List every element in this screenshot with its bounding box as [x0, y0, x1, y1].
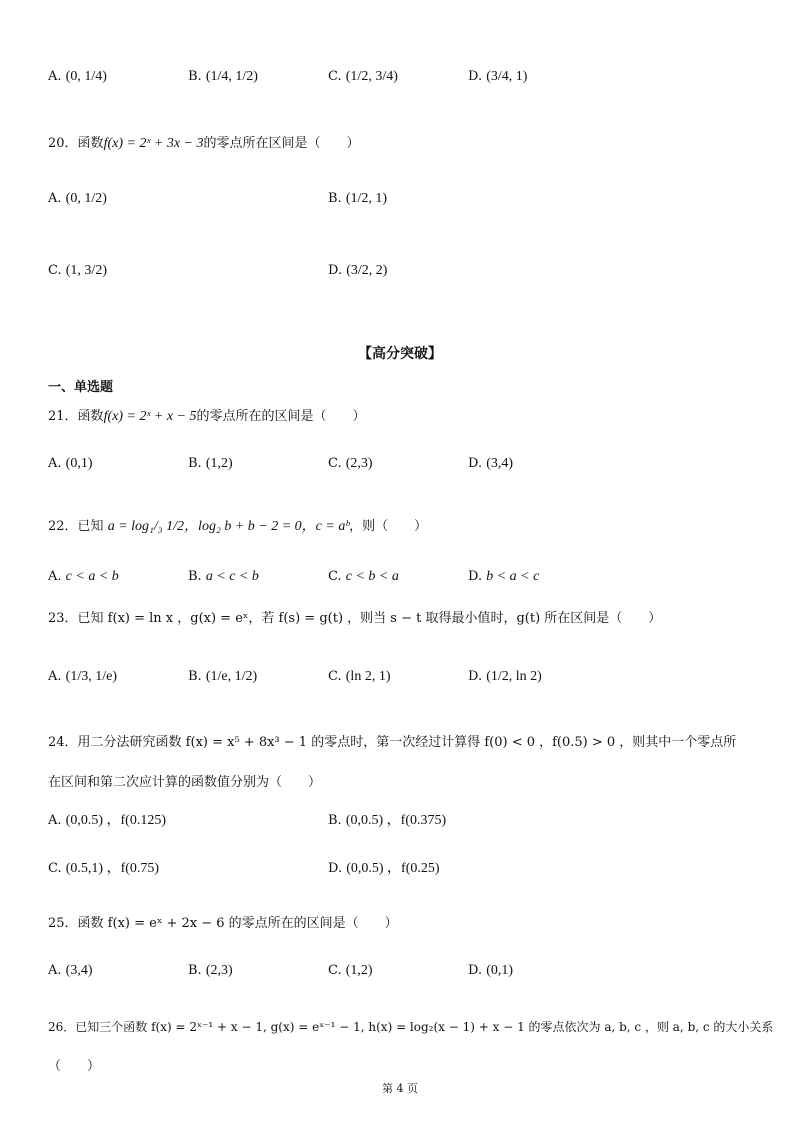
q25-option-a: A. (3,4) — [48, 963, 93, 978]
q24-option-b: B. (0,0.5) ，f(0.375) — [328, 813, 447, 828]
q19-option-a: A. (0, 1/4) — [48, 69, 107, 84]
q21-option-b: B. (1,2) — [188, 456, 233, 471]
q26-stem-line2: （ ） — [48, 1059, 101, 1074]
q23-stem: 23．已知 f(x) = ln x ，g(x) = eˣ，若 f(s) = g(t) ，则当 s − t 取得最小值时，g(t) 所在区间是（ ） — [48, 611, 662, 626]
subsection-title: 一、单选题 — [48, 380, 114, 395]
q22-stem: 22．已知 a = log₁/₃ 1/2，log₂ b + b − 2 = 0，c = aᵇ，则（ ） — [48, 519, 428, 534]
q23-option-b: B. (1/e, 1/2) — [188, 669, 258, 684]
q19-option-c: C. (1/2, 3/4) — [328, 69, 398, 84]
q19-option-d: D. (3/4, 1) — [468, 69, 528, 84]
q20-option-d: D. (3/2, 2) — [328, 263, 388, 278]
q23-option-d: D. (1/2, ln 2) — [468, 669, 542, 684]
q22-option-d: D. b < a < c — [468, 569, 540, 584]
q22-option-b: B. a < c < b — [188, 569, 259, 584]
q20-stem: 20．函数f(x) = 2ˣ + 3x − 3的零点所在区间是（ ） — [48, 136, 360, 151]
q24-option-c: C. (0.5,1) ，f(0.75) — [48, 861, 160, 876]
q24-stem-line2: 在区间和第二次应计算的函数值分别为（ ） — [48, 775, 322, 790]
q23-option-c: C. (ln 2, 1) — [328, 669, 391, 684]
q25-option-c: C. (1,2) — [328, 963, 373, 978]
q24-option-d: D. (0,0.5) ，f(0.25) — [328, 861, 440, 876]
q21-option-d: D. (3,4) — [468, 456, 514, 471]
q21-stem: 21．函数f(x) = 2ˣ + x − 5的零点所在的区间是（ ） — [48, 409, 366, 424]
q23-option-a: A. (1/3, 1/e) — [48, 669, 117, 684]
q24-option-a: A. (0,0.5) ，f(0.125) — [48, 813, 166, 828]
q21-option-a: A. (0,1) — [48, 456, 93, 471]
q24-stem-line1: 24．用二分法研究函数 f(x) = x⁵ + 8x³ − 1 的零点时，第一次经过计算得 f(0) < 0 ，f(0.5) > 0 ，则其中一个零点所 — [48, 735, 737, 750]
q20-option-a: A. (0, 1/2) — [48, 191, 107, 206]
q22-option-c: C. c < b < a — [328, 569, 399, 584]
q26-stem-line1: 26．已知三个函数 f(x) = 2ˣ⁻¹ + x − 1, g(x) = eˣ⁻¹ − 1, h(x) = log₂(x − 1) + x − 1 的零点依次为 a, b, c ，则 a, b, c 的大小关系 — [48, 1020, 774, 1034]
q20-option-b: B. (1/2, 1) — [328, 191, 388, 206]
section-title: 【高分突破】 — [358, 346, 442, 362]
q20-option-c: C. (1, 3/2) — [48, 263, 107, 278]
q22-option-a: A. c < a < b — [48, 569, 119, 584]
q25-stem: 25．函数 f(x) = eˣ + 2x − 6 的零点所在的区间是（ ） — [48, 916, 398, 931]
q25-option-b: B. (2,3) — [188, 963, 233, 978]
q19-option-b: B. (1/4, 1/2) — [188, 69, 258, 84]
page-footer: 第 4 页 — [382, 1082, 418, 1095]
q25-option-d: D. (0,1) — [468, 963, 514, 978]
q21-option-c: C. (2,3) — [328, 456, 373, 471]
